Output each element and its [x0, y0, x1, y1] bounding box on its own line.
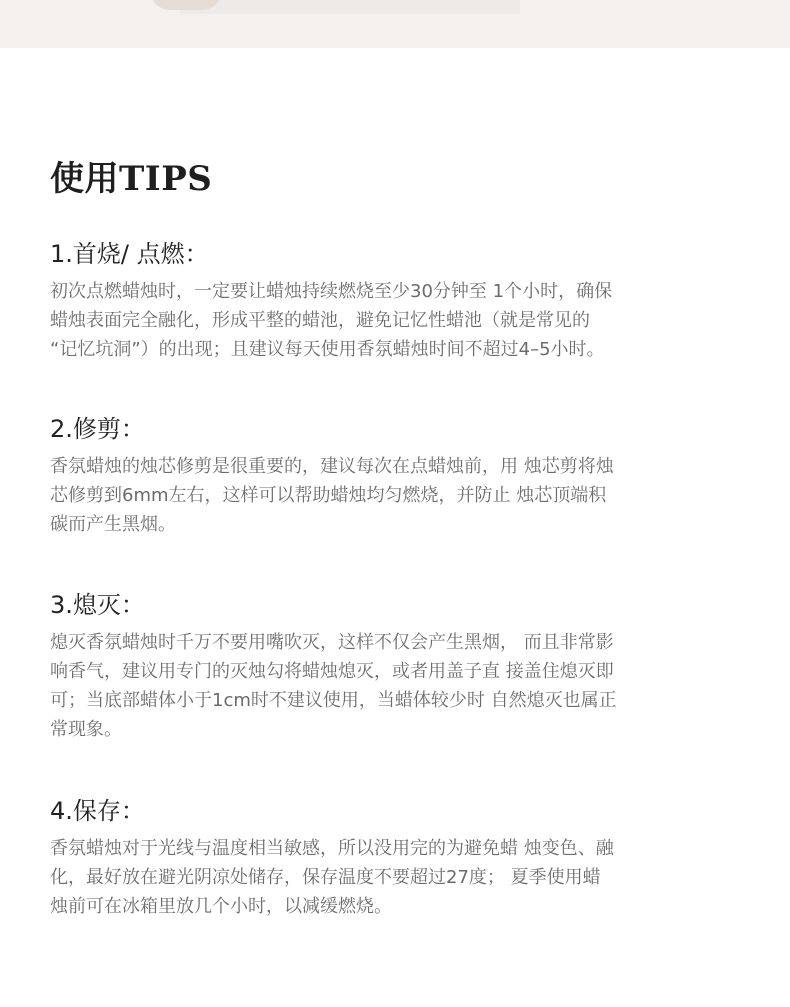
tip-section-storage	[50, 794, 750, 921]
tip-section-trimming	[50, 412, 750, 539]
tip-heading: 3.熄灭：	[50, 591, 145, 619]
tip-body: 初次点燃蜡烛时，一定要让蜡烛持续燃烧至少30分钟至 1个小时，确保 蜡烛表面完全融化，形成平整的蜡池，避免记忆性蜡池（就是常见的 “记忆坑洞”）的出现；且建议每天使用香氛蜡烛时间不超过4–5小时。	[50, 281, 613, 360]
tip-heading: 4.保存：	[50, 797, 145, 825]
tip-heading: 1.首烧/ 点燃：	[50, 240, 209, 268]
top-banner-image	[0, 0, 790, 48]
tip-body: 香氛蜡烛对于光线与温度相当敏感，所以没用完的为避免蜡 烛变色、融 化，最好放在避光阴凉处储存，保存温度不要超过27度； 夏季使用蜡 烛前可在冰箱里放几个小时，以减缓燃烧。	[50, 838, 614, 917]
tip-heading: 2.修剪：	[50, 415, 145, 443]
tip-body: 熄灭香氛蜡烛时千万不要用嘴吹灭，这样不仅会产生黑烟， 而且非常影 响香气，建议用专门的灭烛勾将蜡烛熄灭，或者用盖子直 接盖住熄灭即 可；当底部蜡体小于1cm时不建议使用，当蜡体较少时 自然熄灭也属正 常现象。	[50, 632, 617, 740]
tip-section-extinguishing	[50, 588, 750, 744]
tip-body: 香氛蜡烛的烛芯修剪是很重要的，建议每次在点蜡烛前，用 烛芯剪将烛 芯修剪到6mm左右，这样可以帮助蜡烛均匀燃烧，并防止 烛芯顶端积 碳而产生黑烟。	[50, 456, 614, 535]
banner-shadow	[180, 0, 520, 14]
tip-section-first-burn	[50, 237, 750, 364]
page-title: 使用TIPS	[50, 159, 213, 199]
